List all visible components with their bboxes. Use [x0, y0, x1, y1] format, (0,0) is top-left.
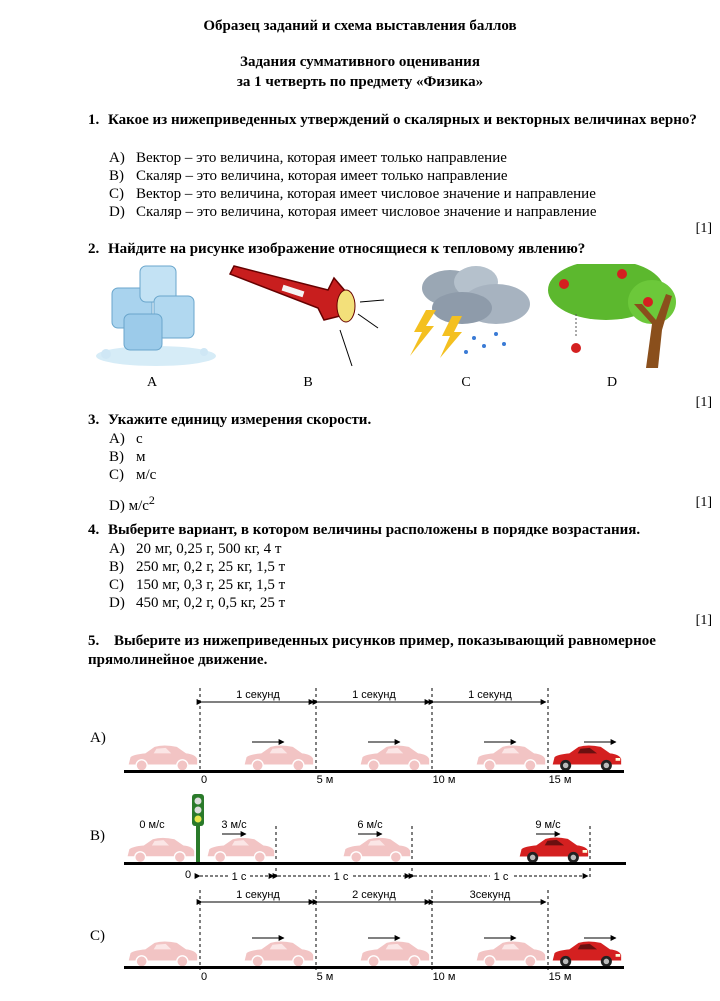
q3-option-a[interactable]: A) с: [109, 431, 143, 447]
row-b-speed-9: 9 м/с: [535, 819, 561, 831]
document-subtitle-1: Задания суммативного оценивания: [240, 54, 480, 70]
question-text: Какое из нижеприведенных утверждений о скалярных и векторных величинах верно?: [108, 112, 697, 128]
row-c-interval-1: 1 секунд: [236, 889, 280, 901]
q1-option-b[interactable]: B) Скаляр – это величина, которая имеет только направление: [109, 168, 508, 184]
row-b-speed-0: 0 м/с: [139, 819, 165, 831]
q1-score-mark: [1]: [695, 221, 712, 236]
question-2: 2. Найдите на рисунке изображение относящиеся к тепловому явлению?: [88, 241, 586, 257]
row-a-tick-10: 10 м: [432, 774, 456, 786]
row-a-tick-0: 0: [200, 774, 208, 786]
question-1: [88, 111, 703, 130]
row-c-tick-10: 10 м: [432, 971, 456, 983]
q4-option-b[interactable]: B) 250 мг, 0,2 г, 25 кг, 1,5 т: [109, 559, 286, 575]
image-label-c: C: [461, 375, 471, 390]
row-b-zero: 0: [184, 869, 192, 881]
image-label-b: B: [303, 375, 313, 390]
row-c-car: [553, 942, 621, 967]
q4-option-d[interactable]: D) 450 мг, 0,2 г, 0,5 кг, 25 т: [109, 595, 286, 611]
q5-row-c-label[interactable]: C): [90, 928, 105, 944]
row-a-tick-5: 5 м: [316, 774, 334, 786]
row-c-interval-3: 3секунд: [469, 889, 511, 901]
document-subtitle-2: за 1 четверть по предмету «Физика»: [236, 74, 484, 90]
apple-tree-image[interactable]: [548, 264, 678, 370]
q4-option-a[interactable]: A) 20 мг, 0,25 г, 500 кг, 4 т: [109, 541, 282, 557]
question-5: 5. Выберите из нижеприведенных рисунков пример, показывающий равномерное прямолинейное движение.: [88, 633, 656, 668]
q3-score-mark: [1]: [695, 495, 712, 510]
row-c-tick-0: 0: [200, 971, 208, 983]
row-b-interval-1: 1 с: [231, 871, 247, 883]
question-number: 1.: [88, 112, 100, 128]
row-c-diagram: [124, 889, 624, 983]
row-a-diagram: [124, 688, 624, 786]
question-3: 3. Укажите единицу измерения скорости.: [88, 412, 372, 428]
q3-option-b[interactable]: B) м: [109, 449, 146, 465]
q1-option-a[interactable]: A) Вектор – это величина, которая имеет только направление: [109, 150, 507, 166]
q1-option-d[interactable]: D) Скаляр – это величина, которая имеет числовое значение и направление: [109, 204, 597, 220]
question-4: 4. Выберите вариант, в котором величины расположены в порядке возрастания.: [88, 522, 641, 538]
q3-option-d[interactable]: D) $м/с^2$: [109, 493, 155, 514]
row-a-tick-15: 15 м: [548, 774, 572, 786]
q1-option-c[interactable]: C) Вектор – это величина, которая имеет числовое значение и направление: [109, 186, 596, 202]
row-c-tick-15: 15 м: [548, 971, 572, 983]
row-b-car: [520, 838, 588, 863]
document-title: Образец заданий и схема выставления баллов: [203, 18, 517, 34]
motion-diagram: [0, 680, 720, 1000]
row-b-interval-2: 1 с: [333, 871, 349, 883]
row-b-diagram: [124, 794, 626, 883]
image-label-a: A: [146, 375, 158, 390]
row-b-speed-3: 3 м/с: [221, 819, 247, 831]
q3-option-c[interactable]: C) м/с: [109, 467, 157, 483]
row-a-interval-2: 1 секунд: [352, 689, 396, 701]
q4-score-mark: [1]: [695, 613, 712, 628]
image-label-d: D: [606, 375, 618, 390]
ice-cubes-image[interactable]: [92, 258, 220, 370]
row-b-speed-6: 6 м/с: [357, 819, 383, 831]
row-a-interval-3: 1 секунд: [468, 689, 512, 701]
row-b-interval-3: 1 с: [493, 871, 509, 883]
row-a-car: [553, 746, 621, 771]
thunderstorm-image[interactable]: [404, 260, 540, 368]
q5-row-a-label[interactable]: A): [90, 730, 106, 746]
row-c-tick-5: 5 м: [316, 971, 334, 983]
row-a-interval-1: 1 секунд: [236, 689, 280, 701]
q5-row-b-label[interactable]: B): [90, 828, 105, 844]
q4-option-c[interactable]: C) 150 мг, 0,3 г, 25 кг, 1,5 т: [109, 577, 286, 593]
row-c-interval-2: 2 секунд: [352, 889, 396, 901]
flashlight-image[interactable]: [228, 258, 388, 374]
q2-score-mark: [1]: [695, 395, 712, 410]
